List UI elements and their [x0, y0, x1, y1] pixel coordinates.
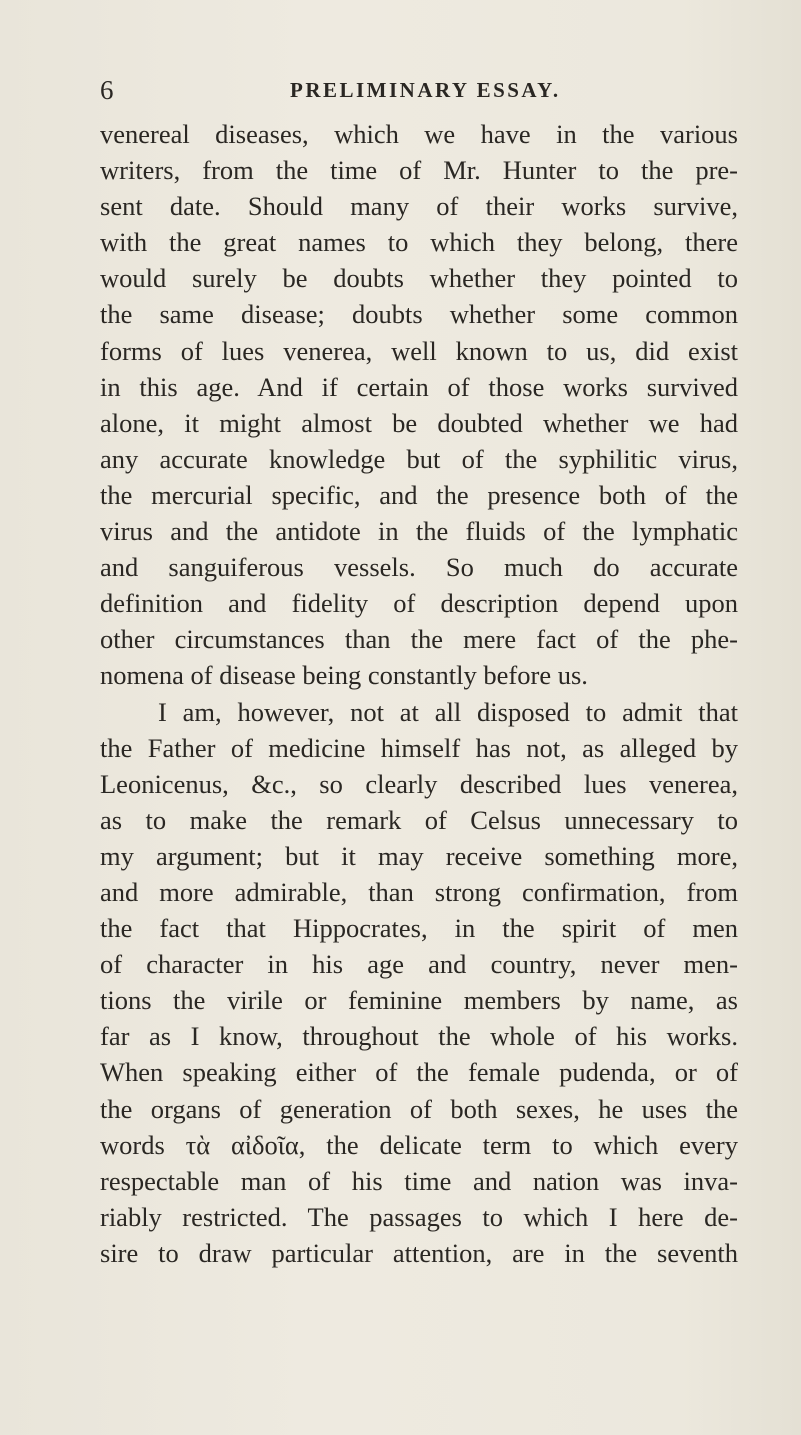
- text-line: would surely be doubts whether they pointed to: [100, 263, 738, 294]
- running-head: [100, 70, 740, 110]
- text-line: When speaking either of the female pudenda, or of: [100, 1057, 738, 1088]
- text-line: I am, however, not at all disposed to admit that: [158, 696, 738, 727]
- text-line: far as I know, throughout the whole of his works.: [100, 1021, 738, 1052]
- text-line: of character in his age and country, never men-: [100, 949, 738, 980]
- text-line: with the great names to which they belong, there: [100, 227, 738, 258]
- text-line: in this age. And if certain of those works survived: [100, 371, 738, 402]
- text-line: the Father of medicine himself has not, as alleged by: [100, 732, 738, 763]
- body-text: [100, 116, 738, 1271]
- text-line: and sanguiferous vessels. So much do accurate: [100, 552, 738, 583]
- text-line: my argument; but it may receive something more,: [100, 840, 738, 871]
- text-line: as to make the remark of Celsus unnecessary to: [100, 804, 738, 835]
- text-line: words τὰ αἰδοῖα, the delicate term to which every: [100, 1129, 738, 1160]
- text-line: venereal diseases, which we have in the various: [100, 119, 738, 149]
- text-line: sent date. Should many of their works survive,: [100, 191, 738, 222]
- text-line: other circumstances than the mere fact of the phe-: [100, 624, 738, 655]
- text-line: definition and fidelity of description depend upon: [100, 588, 738, 619]
- text-line: the organs of generation of both sexes, he uses the: [100, 1093, 738, 1124]
- running-title: PRELIMINARY ESSAY.: [290, 78, 561, 102]
- text-line: respectable man of his time and nation was inva-: [100, 1165, 738, 1196]
- text-line: the mercurial specific, and the presence both of the: [100, 479, 738, 510]
- text-line: the same disease; doubts whether some common: [100, 299, 738, 330]
- text-line: virus and the antidote in the fluids of the lymphatic: [100, 516, 738, 547]
- page-number: 6: [100, 75, 114, 105]
- text-line: sire to draw particular attention, are in the seventh: [100, 1237, 738, 1268]
- text-line: riably restricted. The passages to which I here de-: [100, 1201, 738, 1232]
- text-line: tions the virile or feminine members by name, as: [100, 985, 738, 1016]
- text-line: forms of lues venerea, well known to us, did exist: [100, 335, 738, 366]
- text-line: and more admirable, than strong confirmation, from: [100, 876, 738, 907]
- text-line: alone, it might almost be doubted whether we had: [100, 407, 738, 438]
- text-line: nomena of disease being constantly before us.: [100, 660, 588, 691]
- text-line: the fact that Hippocrates, in the spirit of men: [100, 913, 738, 944]
- text-line: writers, from the time of Mr. Hunter to the pre-: [100, 155, 738, 186]
- text-line: any accurate knowledge but of the syphilitic virus,: [100, 443, 738, 474]
- text-line: Leonicenus, &c., so clearly described lues venerea,: [100, 768, 738, 799]
